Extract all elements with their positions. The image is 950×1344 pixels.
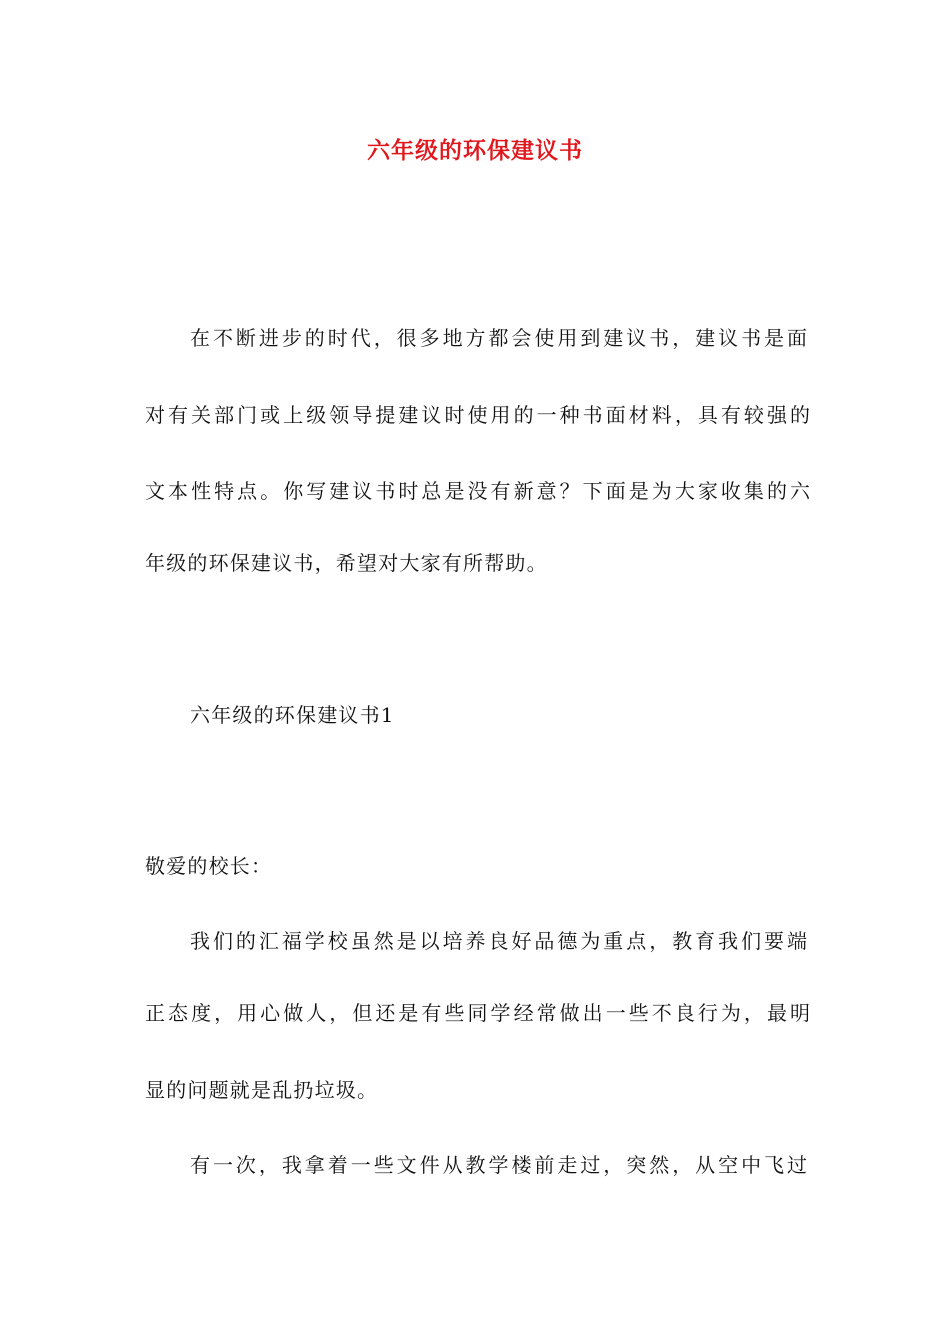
paragraph-1-line-3: 显的问题就是乱扔垃圾。 [145,1078,379,1102]
document-title: 六年级的环保建议书 [367,137,583,164]
section-heading: 六年级的环保建议书1 [190,703,395,727]
salutation: 敬爱的校长： [145,854,273,878]
intro-line-2: 对有关部门或上级领导提建议时使用的一种书面材料，具有较强的 [145,403,810,427]
paragraph-2-line-1: 有一次，我拿着一些文件从教学楼前走过，突然，从空中飞过 [190,1153,807,1177]
intro-line-1: 在不断进步的时代，很多地方都会使用到建议书，建议书是面 [190,326,807,350]
intro-line-4: 年级的环保建议书，希望对大家有所帮助。 [145,551,548,575]
intro-line-3: 文本性特点。你写建议书时总是没有新意？下面是为大家收集的六 [145,479,810,503]
paragraph-1-line-1: 我们的汇福学校虽然是以培养良好品德为重点，教育我们要端 [190,929,807,953]
paragraph-1-line-2: 正态度，用心做人，但还是有些同学经常做出一些不良行为，最明 [145,1001,810,1025]
